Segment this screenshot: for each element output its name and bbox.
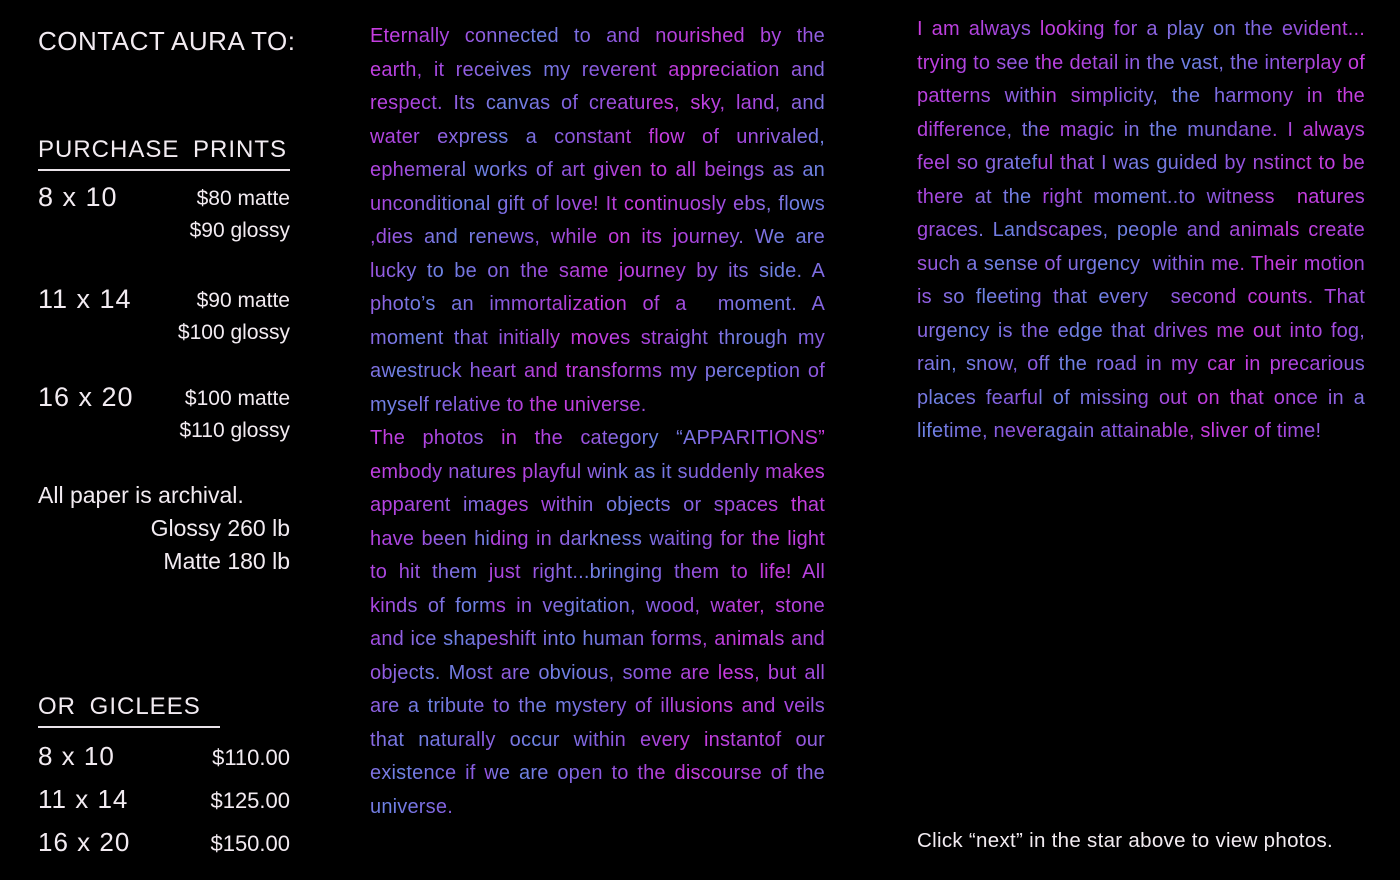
price-glossy: $90 glossy [189, 219, 290, 242]
page-title: CONTACT AURA TO: [38, 26, 296, 56]
matte-weight-note: Matte 180 lb [163, 548, 290, 574]
archival-note: All paper is archival. [38, 482, 244, 508]
statement-paragraph-urgency: I am always looking for a play on the evident... trying to see the detail in the vast, the interplay of patterns within simplicity, the harmony in the difference, the magic in the mundane. I always feel so grateful that I was guided by nstinct to be there at the right moment..to witness natures graces. Landscapes, people and animals create such a sense of urgency within me. Their motion is so fleeting that every second counts. That urgency is the edge that drives me out into fog, rain, snow, off the road in my car in precarious places fearful of missing out on that once in a lifetime, neveragain attainable, sliver of time! [917, 13, 1365, 449]
pricing-column [38, 26, 296, 860]
giclee-price: $110.00 [212, 745, 290, 770]
giclees-section [38, 694, 290, 860]
giclee-size: 11 x 14 [38, 784, 129, 814]
giclees-title: OR GICLEES [38, 694, 220, 728]
price-glossy: $110 glossy [179, 419, 290, 442]
giclee-price: $150.00 [210, 831, 290, 856]
giclee-size: 16 x 20 [38, 827, 131, 857]
purchase-prints-title: PURCHASE PRINTS [38, 137, 290, 171]
price-matte: $80 matte [196, 187, 290, 210]
statement-paragraph-earth: Eternally connected to and nourished by the earth, it receives my reverent appreciation and respect. Its canvas of creatures, sky, land, and water express a constant flow of unrivaled, ephemeral works of art given to all beings as an unconditional gift of love! It continuosly ebs, flows ,dies and renews, while on its journey. We are lucky to be on the same journey by its side. A photo’s an immortalization of a moment. A moment that initially moves straight through my awestruck heart and transforms my perception of myself relative to the universe. [370, 20, 825, 422]
artist-statement-right-column [917, 13, 1371, 449]
giclee-size: 8 x 10 [38, 741, 115, 771]
next-instruction-note: Click “next” in the star above to view photos. [917, 829, 1334, 852]
price-matte: $100 matte [184, 387, 290, 410]
price-row-16x20 [38, 381, 290, 447]
giclee-row-8x10 [38, 740, 290, 774]
paper-notes [38, 479, 290, 578]
price-row-11x14 [38, 283, 290, 349]
print-size: 8 x 10 [38, 182, 118, 212]
print-prices [178, 283, 290, 349]
price-matte: $90 matte [196, 289, 290, 312]
giclee-row-16x20 [38, 826, 290, 860]
giclee-row-11x14 [38, 783, 290, 817]
price-glossy: $100 glossy [177, 321, 290, 344]
artist-statement-column [370, 20, 831, 824]
print-prices [190, 181, 290, 247]
giclee-price: $125.00 [210, 788, 290, 813]
print-size: 16 x 20 [38, 382, 134, 412]
print-size: 11 x 14 [38, 284, 132, 314]
purchase-prints-section [38, 137, 290, 578]
price-row-8x10 [38, 181, 290, 247]
glossy-weight-note: Glossy 260 lb [150, 515, 290, 541]
statement-paragraph-apparitions: The photos in the category “APPARITIONS” embody natures playful wink as it suddenly makes apparent images within objects or spaces that have been hiding in darkness waiting for the light to hit them just right...bringing them to life! All kinds of forms in vegitation, wood, water, stone and ice shapeshift into human forms, animals and objects. Most are obvious, some are less, but all are a tribute to the mystery of illusions and veils that naturally occur within every instantof our existence if we are open to the discourse of the universe. [370, 422, 825, 824]
print-prices [179, 381, 290, 447]
